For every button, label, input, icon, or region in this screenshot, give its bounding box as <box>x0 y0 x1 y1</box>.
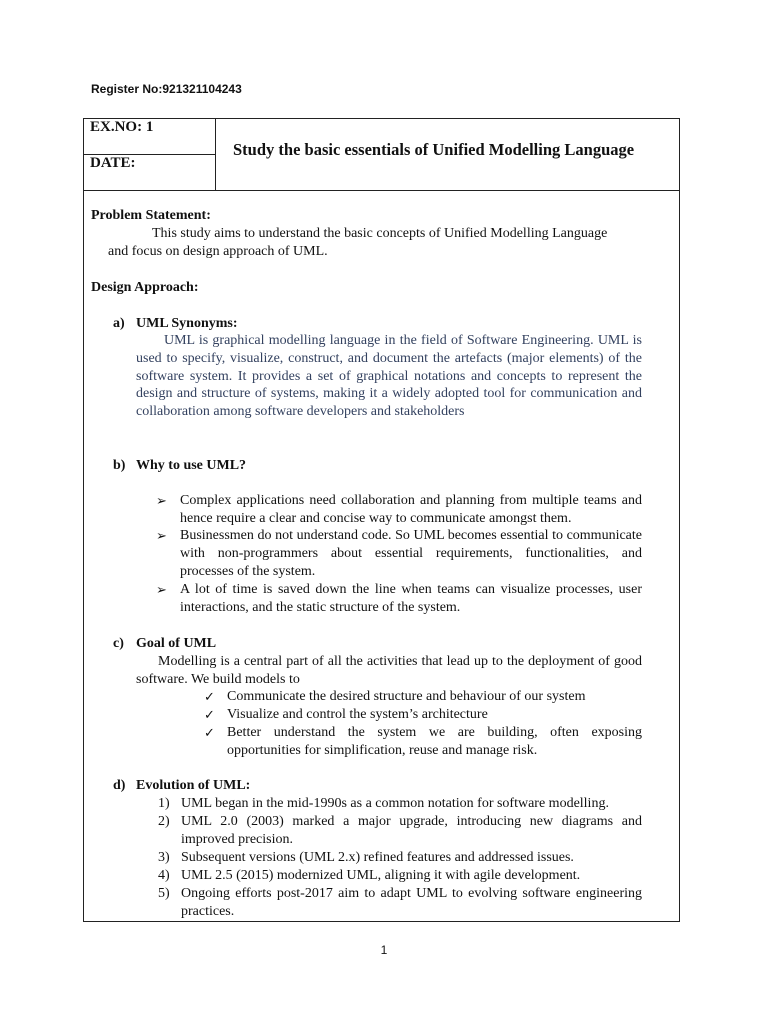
header-left-cell <box>84 119 216 190</box>
section-b-marker: b) <box>113 458 126 473</box>
section-d-number-1: 1) <box>158 796 170 811</box>
section-b-bullet-2: Businessmen do not understand code. So UML becomes essential to communicate with non-programmers about essential requirements, functionalities, and processes of the system. <box>180 528 642 579</box>
page-number: 1 <box>380 943 388 957</box>
header-row <box>84 119 679 191</box>
section-c-marker: c) <box>113 636 124 651</box>
section-c-intro: Modelling is a central part of all the activities that lead up to the deployment of good software. We build models to <box>136 654 642 687</box>
register-number: Register No:921321104243 <box>91 82 242 96</box>
check-bullet-icon: ✓ <box>204 689 215 704</box>
problem-statement-line-2: and focus on design approach of UML. <box>108 244 328 259</box>
arrow-bullet-icon: ➢ <box>156 528 167 543</box>
section-d-heading: Evolution of UML: <box>136 778 251 793</box>
section-d-marker: d) <box>113 778 126 793</box>
section-c-check-1: Communicate the desired structure and behaviour of our system <box>227 689 586 704</box>
section-b-bullet-3: A lot of time is saved down the line when teams can visualize processes, user interactions, and the static structure of the system. <box>180 582 642 615</box>
problem-statement-heading: Problem Statement: <box>91 208 211 223</box>
section-b-heading: Why to use UML? <box>136 458 247 473</box>
section-d-item-2: UML 2.0 (2003) marked a major upgrade, introducing new diagrams and improved precision. <box>181 814 642 847</box>
section-a-marker: a) <box>113 316 125 331</box>
section-b-bullet-1: Complex applications need collaboration and planning from multiple teams and hence require a clear and concise way to communicate amongst them. <box>180 493 642 526</box>
document-frame <box>83 118 680 922</box>
design-approach-heading: Design Approach: <box>91 280 199 295</box>
arrow-bullet-icon: ➢ <box>156 582 167 597</box>
section-d-item-5: Ongoing efforts post-2017 aim to adapt UML to evolving software engineering practices. <box>181 886 642 919</box>
section-c-check-2: Visualize and control the system’s architecture <box>227 707 488 722</box>
section-d-number-3: 3) <box>158 850 170 865</box>
section-d-number-5: 5) <box>158 886 170 901</box>
section-c-heading: Goal of UML <box>136 636 217 651</box>
section-d-number-4: 4) <box>158 868 170 883</box>
section-a-text: UML is graphical modelling language in the field of Software Engineering. UML is used to specify, visualize, construct, and document the artefacts (major elements) of the software system. It provides a set of graphical notations and concepts to represent the design and structure of systems, making it a widely adopted tool for communication and collaboration among software developers and stakeholders <box>136 333 642 420</box>
check-bullet-icon: ✓ <box>204 707 215 722</box>
problem-statement-line-1: This study aims to understand the basic concepts of Unified Modelling Language <box>152 226 608 241</box>
document-title: Study the basic essentials of Unified Modelling Language <box>233 140 635 159</box>
section-d-item-1: UML began in the mid-1990s as a common notation for software modelling. <box>181 796 609 811</box>
section-d-item-3: Subsequent versions (UML 2.x) refined features and addressed issues. <box>181 850 574 865</box>
section-d-number-2: 2) <box>158 814 170 829</box>
exercise-number: EX.NO: 1 <box>90 119 154 135</box>
section-a-heading: UML Synonyms: <box>136 316 238 331</box>
check-bullet-icon: ✓ <box>204 725 215 740</box>
date-label: DATE: <box>90 155 136 171</box>
section-c-check-3: Better understand the system we are building, often exposing opportunities for simplification, reuse and manage risk. <box>227 725 642 758</box>
section-d-item-4: UML 2.5 (2015) modernized UML, aligning it with agile development. <box>181 868 581 883</box>
arrow-bullet-icon: ➢ <box>156 493 167 508</box>
